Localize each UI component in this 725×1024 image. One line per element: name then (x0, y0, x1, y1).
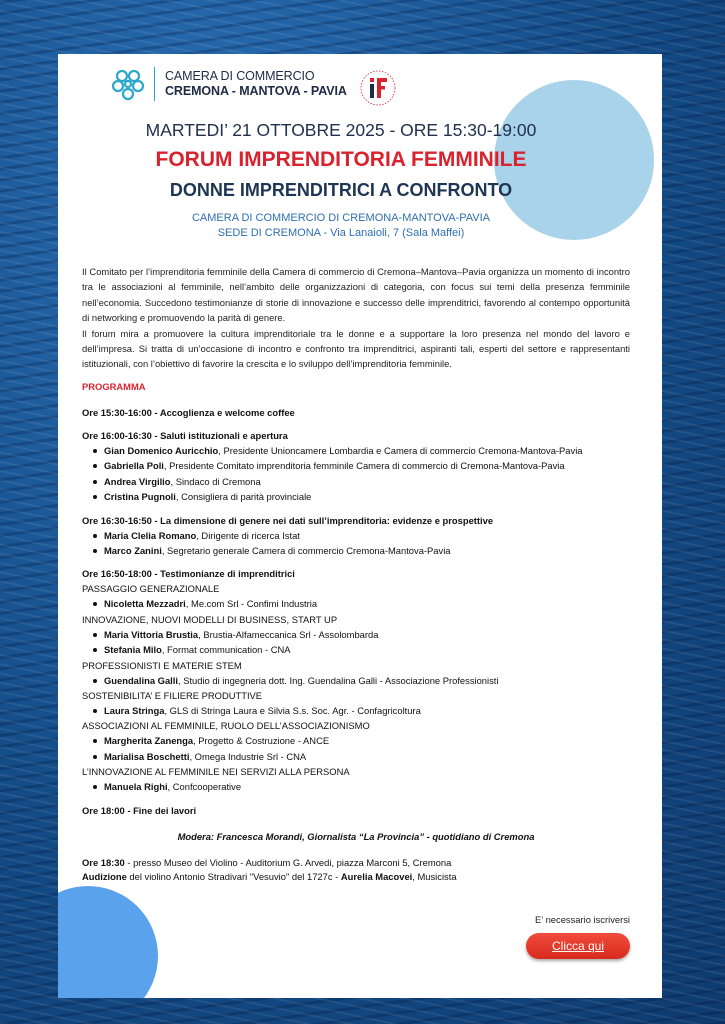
program-section (82, 380, 630, 884)
list-item: Cristina Pugnoli, Consigliera di parità provinciale (104, 489, 630, 504)
logo-separator (154, 67, 155, 101)
slot-data (82, 514, 630, 559)
list-item: Nicoletta Mezzadri, Me.com Srl - Confimi Industria (104, 596, 630, 611)
speaker-list (82, 779, 630, 794)
list-item: Maria Clelia Romano, Dirigente di ricerca Istat (104, 528, 630, 543)
venue-line2 (58, 226, 624, 241)
event-venue (58, 211, 624, 241)
evening-event (82, 856, 630, 884)
list-item: Andrea Virgilio, Sindaco di Cremona (104, 474, 630, 489)
register-button[interactable]: Clicca qui (526, 933, 630, 959)
list-item: Marialisa Boschetti, Omega Industrie Srl - CNA (104, 749, 630, 764)
if-logo-icon (358, 68, 398, 108)
list-item: Marco Zanini, Segretario generale Camera di commercio Cremona-Mantova-Pavia (104, 543, 630, 558)
list-item: Gian Domenico Auricchio, Presidente Unioncamere Lombardia e Camera di commercio Cremona-Mantova-Pavia (104, 443, 630, 458)
venue-seat: SEDE DI CREMONA (217, 227, 321, 239)
list-item: Manuela Righi, Confcooperative (104, 779, 630, 794)
speaker-list (82, 528, 630, 559)
chamber-logo-icon (110, 66, 146, 102)
list-item: Stefania Milo, Format communication - CNA (104, 642, 630, 657)
slot-closing: Ore 18:00 - Fine dei lavori (82, 804, 197, 816)
logo-line1: CAMERA DI COMMERCIO (165, 69, 315, 83)
slot-data-title: Ore 16:30-16:50 - La dimensione di genere nei dati sull’imprenditoria: evidenze e prospettive (82, 514, 494, 526)
speaker-list (82, 703, 630, 718)
violin-audition: Audizione del violino Antonio Stradivari "Vesuvio" del 1727c - Aurelia Macovei, Musicista (82, 870, 457, 882)
registration-note: E’ necessario iscriversi (535, 914, 630, 925)
category-label: INNOVAZIONE, NUOVI MODELLI DI BUSINESS, START UP (82, 613, 338, 625)
speaker-list (82, 627, 630, 658)
venue-line1: CAMERA DI COMMERCIO DI CREMONA-MANTOVA-PAVIA (191, 212, 491, 224)
program-title: PROGRAMMA (82, 381, 146, 392)
chamber-logo-text (165, 69, 347, 99)
slot-welcome: Ore 15:30-16:00 - Accoglienza e welcome coffee (82, 407, 295, 418)
list-item: Guendalina Galli, Studio di ingegneria dott. Ing. Guendalina Galli - Associazione Professionisti (104, 673, 630, 688)
speaker-list (82, 596, 630, 611)
chamber-logo (110, 66, 347, 102)
slot-testimonials-title: Ore 16:50-18:00 - Testimonianze di imprenditrici (82, 568, 295, 580)
category-label: PROFESSIONISTI E MATERIE STEM (82, 659, 242, 671)
slot-testimonials (82, 567, 630, 794)
list-item: Margherita Zanenga, Progetto & Costruzione - ANCE (104, 733, 630, 748)
logo-line2: CREMONA - MANTOVA - PAVIA (165, 84, 347, 98)
list-item: Laura Stringa, GLS di Stringa Laura e Silvia S.s. Soc. Agr. - Confagricoltura (104, 703, 630, 718)
decorative-circle-bottom-left (58, 886, 158, 998)
evening-location: Ore 18:30 - presso Museo del Violino - Auditorium G. Arvedi, piazza Marconi 5, Cremona (82, 856, 452, 868)
slot-greetings (82, 429, 630, 505)
category-label: SOSTENIBILITA’ E FILIERE PRODUTTIVE (82, 690, 263, 702)
intro-paragraph-2: Il forum mira a promuovere la cultura imprenditoriale tra le donne e a supportare la loro presenza nel mondo del lavoro e dell’impresa. Si tratta di un’occasione di incontro e confronto tra imprenditrici, aspiranti tali, esperti del settore e rappresentanti istituzionali, con l’obiettivo di favorire la crescita e lo sviluppo dell’imprenditoria femminile. (82, 327, 630, 370)
speaker-list (82, 443, 630, 505)
speaker-list (82, 673, 630, 688)
category-label: ASSOCIAZIONI AL FEMMINILE, RUOLO DELL’ASSOCIAZIONISMO (82, 720, 370, 732)
moderator-line: Modera: Francesca Morandi, Giornalista “La Provincia” - quotidiano di Cremona (177, 830, 535, 842)
intro-paragraph-1: Il Comitato per l’imprenditoria femminile della Camera di commercio di Cremona–Mantova–Pavia organizza un momento di incontro tra le associazioni al femminile, nell’ambito delle organizzazioni di categoria, con focus sui temi della presenza femminile nell’economia. Succedono testimonianze di storie di innovazione e successo delle imprenditrici, favorendo al contempo opportunità di networking e promuovendo la parità di genere. (82, 266, 630, 324)
list-item: Maria Vittoria Brustia, Brustia-Alfameccanica Srl - Assolombarda (104, 627, 630, 642)
event-title: FORUM IMPRENDITORIA FEMMINILE (155, 148, 527, 171)
category-label: L’INNOVAZIONE AL FEMMINILE NEI SERVIZI ALLA PERSONA (82, 766, 350, 778)
category-label: PASSAGGIO GENERAZIONALE (82, 583, 220, 595)
list-item: Gabriella Poli, Presidente Comitato imprenditoria femminile Camera di commercio di Cremona-Mantova-Pavia (104, 458, 630, 473)
event-subtitle: DONNE IMPRENDITRICI A CONFRONTO (169, 180, 513, 200)
venue-address: - Via Lanaioli, 7 (Sala Maffei) (320, 227, 465, 239)
speaker-list (82, 733, 630, 764)
slot-greetings-title: Ore 16:00-16:30 - Saluti istituzionali e apertura (82, 430, 288, 441)
event-date-time: MARTEDI’ 21 OTTOBRE 2025 - ORE 15:30-19:00 (145, 120, 537, 140)
flyer-page (58, 54, 662, 998)
intro-text (82, 264, 630, 372)
